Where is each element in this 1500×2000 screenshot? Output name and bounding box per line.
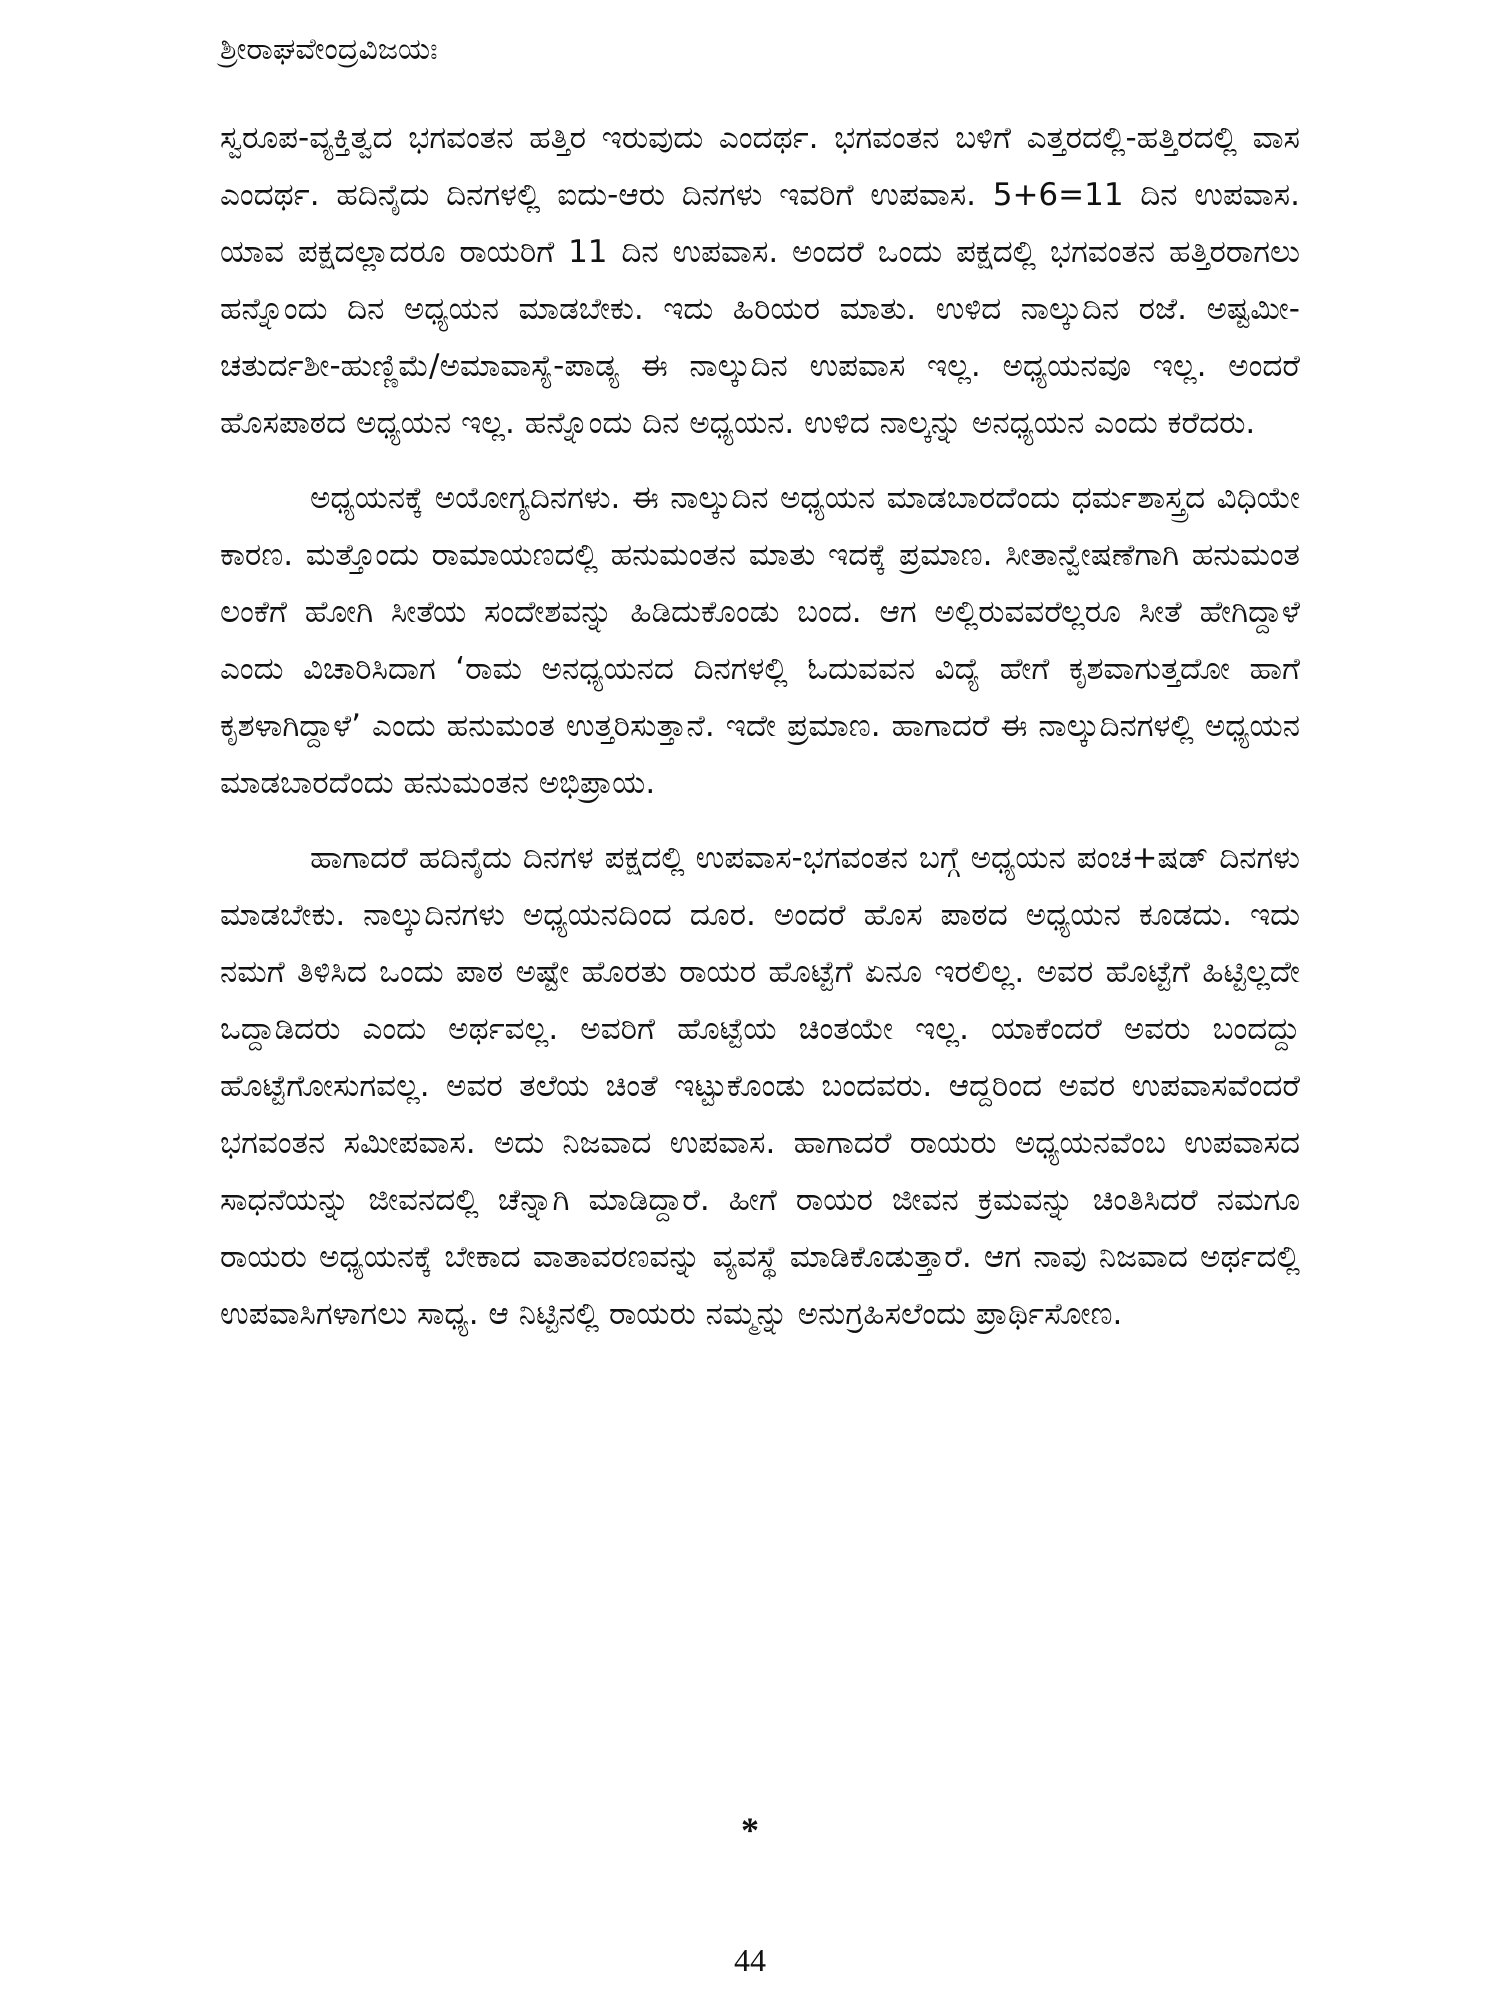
body-text [220,110,1300,1361]
running-header-title: ಶ್ರೀರಾಘವೇಂದ್ರವಿಜಯಃ [220,32,438,67]
paragraph-1: ಸ್ವರೂಪ-ವ್ಯಕ್ತಿತ್ವದ ಭಗವಂತನ ಹತ್ತಿರ ಇರುವುದು ಎಂದರ್ಥ. ಭಗವಂತನ ಬಳಿಗೆ ಎತ್ತರದಲ್ಲಿ-ಹತ್ತಿರದಲ್ಲಿ ವಾಸ ಎಂದರ್ಥ. ಹದಿನೈದು ದಿನಗಳಲ್ಲಿ ಐದು-ಆರು ದಿನಗಳು ಇವರಿಗೆ ಉಪವಾಸ. 5+6=11 ದಿನ ಉಪವಾಸ. ಯಾವ ಪಕ್ಷದಲ್ಲಾದರೂ ರಾಯರಿಗೆ 11 ದಿನ ಉಪವಾಸ. ಅಂದರೆ ಒಂದು ಪಕ್ಷದಲ್ಲಿ ಭಗವಂತನ ಹತ್ತಿರರಾಗಲು ಹನ್ನೊಂದು ದಿನ ಅಧ್ಯಯನ ಮಾಡಬೇಕು. ಇದು ಹಿರಿಯರ ಮಾತು. ಉಳಿದ ನಾಲ್ಕುದಿನ ರಜೆ. ಅಷ್ಟಮೀ-ಚತುರ್ದಶೀ-ಹುಣ್ಣಿಮೆ/ಅಮಾವಾಸ್ಯೆ-ಪಾಡ್ಯ ಈ ನಾಲ್ಕುದಿನ ಉಪವಾಸ ಇಲ್ಲ. ಅಧ್ಯಯನವೂ ಇಲ್ಲ. ಅಂದರೆ ಹೊಸಪಾಠದ ಅಧ್ಯಯನ ಇಲ್ಲ. ಹನ್ನೊಂದು ದಿನ ಅಧ್ಯಯನ. ಉಳಿದ ನಾಲ್ಕನ್ನು ಅನಧ್ಯಯನ ಎಂದು ಕರೆದರು. [220,120,1300,441]
paragraph-2: ಅಧ್ಯಯನಕ್ಕೆ ಅಯೋಗ್ಯದಿನಗಳು. ಈ ನಾಲ್ಕುದಿನ ಅಧ್ಯಯನ ಮಾಡಬಾರದೆಂದು ಧರ್ಮಶಾಸ್ತ್ರದ ವಿಧಿಯೇ ಕಾರಣ. ಮತ್ತೊಂದು ರಾಮಾಯಣದಲ್ಲಿ ಹನುಮಂತನ ಮಾತು ಇದಕ್ಕೆ ಪ್ರಮಾಣ. ಸೀತಾನ್ವೇಷಣೆಗಾಗಿ ಹನುಮಂತ ಲಂಕೆಗೆ ಹೋಗಿ ಸೀತೆಯ ಸಂದೇಶವನ್ನು ಹಿಡಿದುಕೊಂಡು ಬಂದ. ಆಗ ಅಲ್ಲಿರುವವರೆಲ್ಲರೂ ಸೀತೆ ಹೇಗಿದ್ದಾಳೆ ಎಂದು ವಿಚಾರಿಸಿದಾಗ ‘ರಾಮ ಅನಧ್ಯಯನದ ದಿನಗಳಲ್ಲಿ ಓದುವವನ ವಿದ್ಯೆ ಹೇಗೆ ಕೃಶವಾಗುತ್ತದೋ ಹಾಗೆ ಕೃಶಳಾಗಿದ್ದಾಳೆ’ ಎಂದು ಹನುಮಂತ ಉತ್ತರಿಸುತ್ತಾನೆ. ಇದೇ ಪ್ರಮಾಣ. ಹಾಗಾದರೆ ಈ ನಾಲ್ಕುದಿನಗಳಲ್ಲಿ ಅಧ್ಯಯನ ಮಾಡಬಾರದೆಂದು ಹನುಮಂತನ ಅಭಿಪ್ರಾಯ. [220,480,1300,801]
page-number: 44 [734,1942,766,1978]
section-separator-asterisk: * [741,1810,759,1850]
paragraph-3: ಹಾಗಾದರೆ ಹದಿನೈದು ದಿನಗಳ ಪಕ್ಷದಲ್ಲಿ ಉಪವಾಸ-ಭಗವಂತನ ಬಗ್ಗೆ ಅಧ್ಯಯನ ಪಂಚ+ಷಡ್ ದಿನಗಳು ಮಾಡಬೇಕು. ನಾಲ್ಕುದಿನಗಳು ಅಧ್ಯಯನದಿಂದ ದೂರ. ಅಂದರೆ ಹೊಸ ಪಾಠದ ಅಧ್ಯಯನ ಕೂಡದು. ಇದು ನಮಗೆ ತಿಳಿಸಿದ ಒಂದು ಪಾಠ ಅಷ್ಟೇ ಹೊರತು ರಾಯರ ಹೊಟ್ಟೆಗೆ ಏನೂ ಇರಲಿಲ್ಲ. ಅವರ ಹೊಟ್ಟೆಗೆ ಹಿಟ್ಟಿಲ್ಲದೇ ಒದ್ದಾಡಿದರು ಎಂದು ಅರ್ಥವಲ್ಲ. ಅವರಿಗೆ ಹೊಟ್ಟೆಯ ಚಿಂತಯೇ ಇಲ್ಲ. ಯಾಕೆಂದರೆ ಅವರು ಬಂದದ್ದು ಹೊಟ್ಟೆಗೋಸುಗವಲ್ಲ. ಅವರ ತಲೆಯ ಚಿಂತೆ ಇಟ್ಟುಕೊಂಡು ಬಂದವರು. ಆದ್ದರಿಂದ ಅವರ ಉಪವಾಸವೆಂದರೆ ಭಗವಂತನ ಸಮೀಪವಾಸ. ಅದು ನಿಜವಾದ ಉಪವಾಸ. ಹಾಗಾದರೆ ರಾಯರು ಅಧ್ಯಯನವೆಂಬ ಉಪವಾಸದ ಸಾಧನೆಯನ್ನು ಜೀವನದಲ್ಲಿ ಚೆನ್ನಾಗಿ ಮಾಡಿದ್ದಾರೆ. ಹೀಗೆ ರಾಯರ ಜೀವನ ಕ್ರಮವನ್ನು ಚಿಂತಿಸಿದರೆ ನಮಗೂ ರಾಯರು ಅಧ್ಯಯನಕ್ಕೆ ಬೇಕಾದ ವಾತಾವರಣವನ್ನು ವ್ಯವಸ್ಥೆ ಮಾಡಿಕೊಡುತ್ತಾರೆ. ಆಗ ನಾವು ನಿಜವಾದ ಅರ್ಥದಲ್ಲಿ ಉಪವಾಸಿಗಳಾಗಲು ಸಾಧ್ಯ. ಆ ನಿಟ್ಟಿನಲ್ಲಿ ರಾಯರು ನಮ್ಮನ್ನು ಅನುಗ್ರಹಿಸಲೆಂದು ಪ್ರಾರ್ಥಿಸೋಣ. [220,840,1300,1332]
